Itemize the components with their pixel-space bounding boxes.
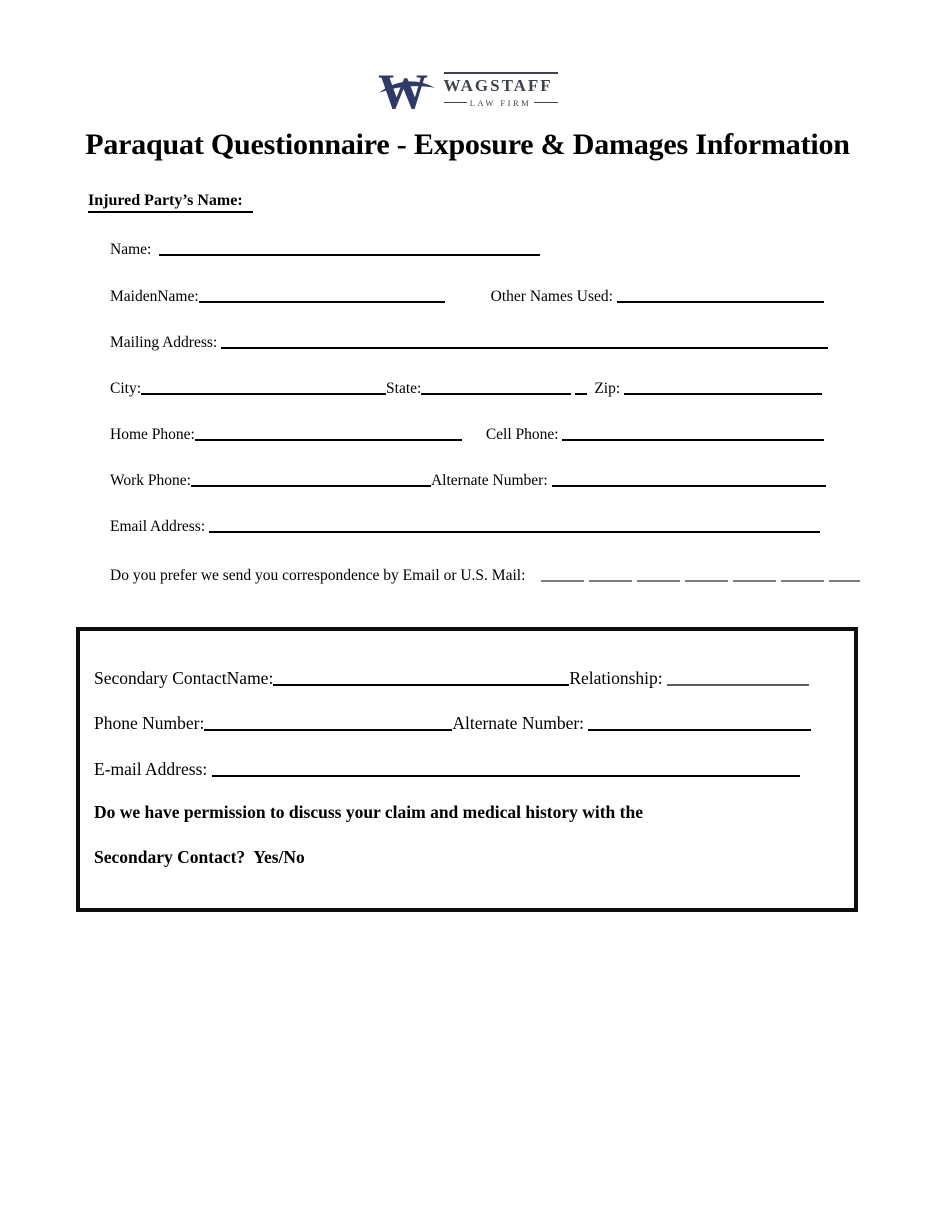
logo-text-block [444, 72, 558, 108]
maiden-name-label: MaidenName: [110, 288, 199, 305]
home-phone-blank[interactable] [195, 439, 462, 441]
name-row [110, 237, 540, 259]
mailing-address-label: Mailing Address: [110, 334, 222, 351]
permission-question-line2: Secondary Contact? Yes/No [94, 847, 305, 867]
logo-w-icon [378, 67, 436, 113]
correspondence-pref-blank[interactable] [541, 580, 860, 582]
logo-top-rule [444, 72, 558, 74]
mailing-address-row [110, 330, 828, 352]
injured-party-heading: Injured Party’s Name: [88, 192, 253, 213]
zip-label: Zip: [594, 380, 625, 397]
other-names-blank[interactable] [617, 301, 824, 303]
mailing-address-blank[interactable] [221, 347, 828, 349]
correspondence-pref-row [110, 563, 860, 585]
secondary-phone-blank[interactable] [204, 729, 452, 731]
email-blank[interactable] [209, 531, 820, 533]
work-phone-blank[interactable] [191, 485, 431, 487]
wagstaff-logo [378, 64, 558, 116]
logo-wordmark: WAGSTAFF [443, 76, 553, 96]
correspondence-pref-label: Do you prefer we send you correspondence by Email or U.S. Mail: [110, 567, 530, 584]
work-phone-label: Work Phone: [110, 472, 191, 489]
maiden-name-row [110, 284, 824, 306]
stray-underscore [575, 393, 587, 395]
city-state-zip-row [110, 376, 822, 398]
secondary-contact-name-row [94, 665, 809, 689]
secondary-contact-name-label: Secondary ContactName: [94, 668, 274, 688]
work-alt-phone-row [110, 468, 826, 490]
svg-text:W: W [377, 67, 428, 113]
secondary-phone-row [94, 710, 811, 734]
alternate-number-label: Alternate Number: [430, 472, 552, 489]
zip-blank[interactable] [624, 393, 822, 395]
cell-phone-label: Cell Phone: [485, 426, 563, 443]
city-blank[interactable] [141, 393, 386, 395]
home-phone-label: Home Phone: [110, 426, 195, 443]
city-label: City: [110, 380, 142, 397]
secondary-email-row [94, 756, 800, 780]
logo-subtitle-row [444, 98, 558, 108]
alternate-number-blank[interactable] [552, 485, 827, 487]
home-cell-phone-row [110, 422, 824, 444]
secondary-phone-label: Phone Number: [94, 713, 205, 733]
secondary-contact-name-blank[interactable] [273, 684, 569, 686]
logo-subtitle: LAW FIRM [469, 97, 532, 108]
permission-question-line1: Do we have permission to discuss your claim and medical history with the [94, 802, 643, 822]
secondary-alternate-label: Alternate Number: [452, 713, 589, 733]
cell-phone-blank[interactable] [562, 439, 824, 441]
name-label: Name: [110, 241, 152, 258]
secondary-contact-box [76, 627, 858, 912]
secondary-alternate-blank[interactable] [588, 729, 811, 731]
state-label: State: [386, 380, 422, 397]
secondary-email-blank[interactable] [212, 775, 800, 777]
name-blank[interactable] [159, 254, 540, 256]
secondary-email-label: E-mail Address: [94, 759, 212, 779]
logo-dash-right [534, 102, 557, 103]
form-title: Paraquat Questionnaire - Exposure & Damages Information [85, 128, 850, 161]
other-names-label: Other Names Used: [490, 288, 617, 305]
relationship-label: Relationship: [569, 668, 668, 688]
email-row [110, 514, 820, 536]
state-blank[interactable] [421, 393, 571, 395]
email-label: Email Address: [110, 518, 210, 535]
maiden-name-blank[interactable] [199, 301, 445, 303]
relationship-blank[interactable] [667, 684, 809, 686]
logo-dash-left [444, 102, 467, 103]
